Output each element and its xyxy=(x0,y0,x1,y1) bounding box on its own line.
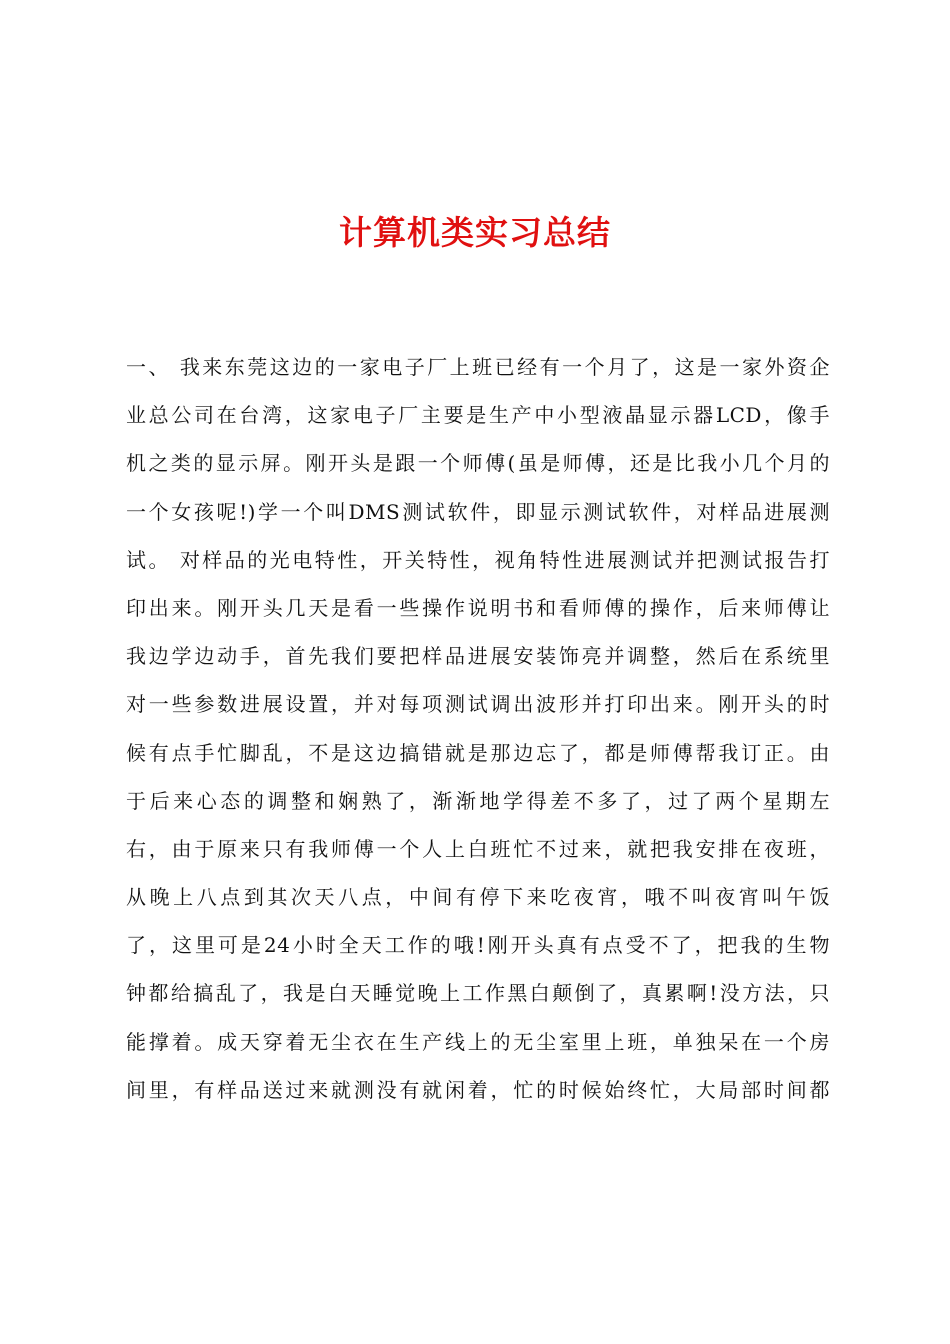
body-line: 一、 我来东莞这边的一家电子厂上班已经有一个月了，这是一家外资企 xyxy=(126,355,830,379)
body-line: 机之类的显示屏。刚开头是跟一个师傅(虽是师傅，还是比我小几个月的 xyxy=(126,451,830,476)
body-line: 钟都给搞乱了，我是白天睡觉晚上工作黑白颠倒了，真累啊!没方法，只 xyxy=(126,981,830,1006)
document-body xyxy=(126,343,830,1114)
document-title: 计算机类实习总结 xyxy=(339,213,611,252)
body-line: 我边学边动手，首先我们要把样品进展安装饰亮并调整，然后在系统里 xyxy=(126,644,830,669)
body-line: 候有点手忙脚乱，不是这边搞错就是那边忘了，都是师傅帮我订正。由 xyxy=(126,740,830,765)
body-line: 右，由于原来只有我师傅一个人上白班忙不过来，就把我安排在夜班， xyxy=(126,836,830,861)
body-line: 能撑着。成天穿着无尘衣在生产线上的无尘室里上班，单独呆在一个房 xyxy=(126,1029,830,1054)
body-line: 对一些参数进展设置，并对每项测试调出波形并打印出来。刚开头的时 xyxy=(126,692,830,717)
body-line: 业总公司在台湾，这家电子厂主要是生产中小型液晶显示器LCD，像手 xyxy=(126,403,830,428)
body-line: 试。 对样品的光电特性，开关特性，视角特性进展测试并把测试报告打 xyxy=(126,547,830,572)
body-line: 了，这里可是24小时全天工作的哦!刚开头真有点受不了，把我的生物 xyxy=(126,933,830,958)
body-line: 于后来心态的调整和娴熟了，渐渐地学得差不多了，过了两个星期左 xyxy=(126,788,830,813)
body-line: 印出来。刚开头几天是看一些操作说明书和看师傅的操作，后来师傅让 xyxy=(126,595,830,620)
body-line: 一个女孩呢!)学一个叫DMS测试软件，即显示测试软件，对样品进展测 xyxy=(126,499,830,524)
body-line: 间里，有样品送过来就测没有就闲着，忙的时候始终忙，大局部时间都 xyxy=(126,1077,830,1102)
body-line: 从晚上八点到其次天八点，中间有停下来吃夜宵，哦不叫夜宵叫午饭 xyxy=(126,885,830,910)
